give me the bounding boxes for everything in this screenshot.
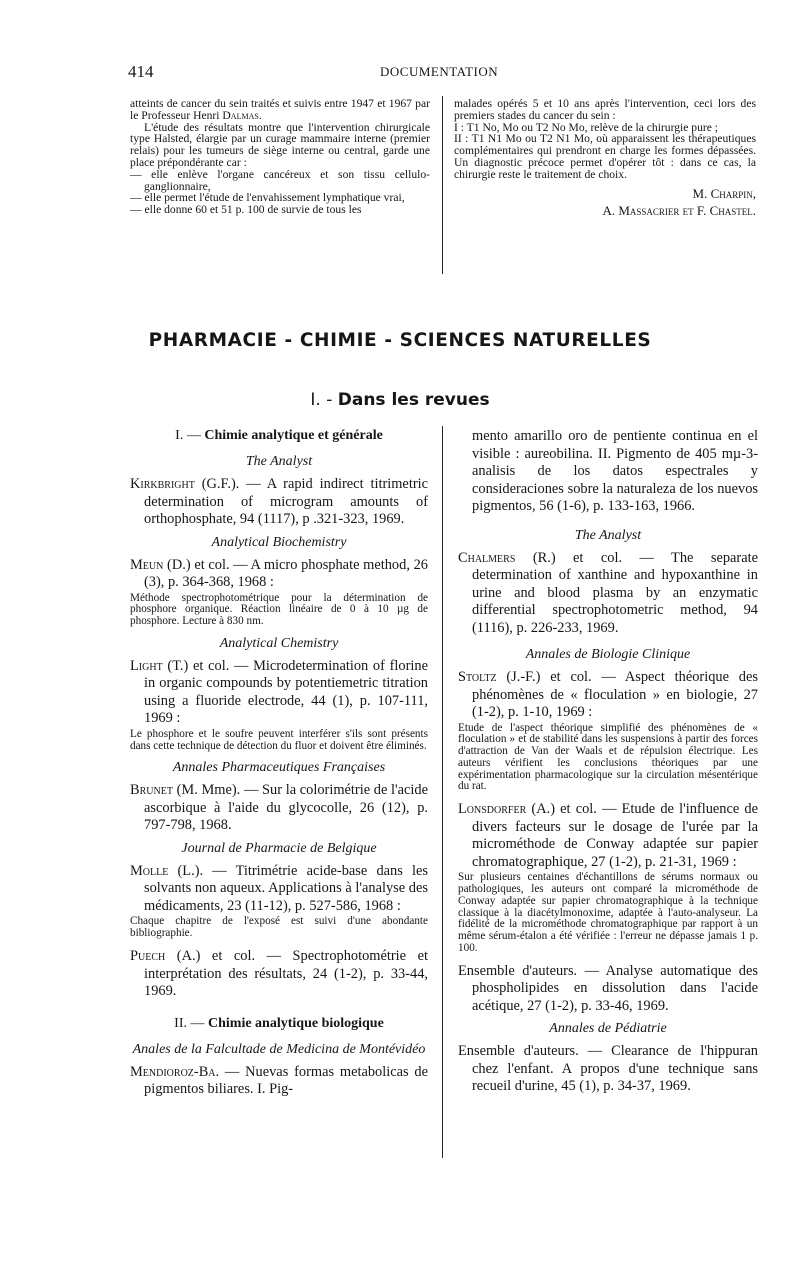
- reference-author: Mendioroz-Ba: [130, 1063, 216, 1080]
- list-item: — elle enlève l'organe cancéreux et son tissu cellulo-ganglionnaire,: [130, 167, 430, 193]
- category-heading: [130, 428, 428, 444]
- left-column: [130, 428, 428, 1100]
- reference-author: Molle: [130, 862, 169, 879]
- reference-author: Light: [130, 657, 163, 674]
- category-title: Chimie analytique biologique: [208, 1015, 384, 1031]
- reference-entry: [130, 863, 428, 916]
- punctuation: .: [258, 108, 262, 122]
- top-right-p2: I : T1 No, Mo ou T2 No Mo, relève de la chirurgie pure ;: [454, 120, 719, 134]
- column-divider-top: [442, 96, 443, 274]
- reference-entry: [130, 1064, 428, 1099]
- journal-title: Analytical Chemistry: [219, 635, 339, 651]
- reference-entry: Ensemble d'auteurs. — Clearance de l'hippuran chez l'enfant. A propos d'une technique sans recueil d'urine, 45 (1), p. 34-37, 1969.: [458, 1043, 758, 1095]
- reference-entry: [130, 948, 428, 1001]
- top-left-paragraph: [130, 98, 430, 122]
- reference-entry: [458, 550, 758, 638]
- abstract: Méthode spectrophotométrique pour la détermination de phosphore organique. Réaction linéaire de 0 à 10 µg de phosphore. Lecture à 830 nm.: [130, 591, 428, 628]
- category-number: I. —: [175, 428, 201, 443]
- top-left-p2: L'étude des résultats montre que l'intervention chirurgicale type Halsted, élargie par un curage mammaire interne (premier relais) pour les tumeurs de siège interne ou central, garde une place prépondérante car :: [130, 120, 430, 169]
- reference-text: (D.) et col. — A micro phosphate method, 26 (3), p. 364-368, 1968 :: [144, 556, 428, 590]
- abstract: Etude de l'aspect théorique simplifié des phénomènes de « floculation » et de stabilité dans les suspensions à partir des forces d'attraction de Van der Waals et de répulsion électrique. Les auteurs vérifient les conclusions théoriques par une expérimentation pharmacologique sur la circulation mésentérique du rat.: [458, 721, 758, 793]
- reference-text: (T.) et col. — Microdetermination of florine in organic compounds by potentiemetric titration using a fluoride electrode, 44 (1), p. 107-111, 1969 :: [144, 657, 428, 727]
- journal-title: Annales de Pédiatrie: [549, 1021, 667, 1037]
- top-right-p3: II : T1 N1 Mo ou T2 N1 Mo, où apparaissent les thérapeutiques complémentaires qui prendront en charge les formes dépassées. Un diagnostic précoce permet d'opérer tôt : dans ce cas, la chirurgie reste le traitement de choix.: [454, 132, 756, 181]
- reference-text: (G.F.). — A rapid indirect titrimetric determination of microgram amounts of orthophosphate, 94 (1117), p .321-323, 1969.: [144, 476, 428, 527]
- reference-author: Kirkbright: [130, 476, 195, 492]
- journal-title: Anales de la Falcultade de Medicina de Montévidéo: [132, 1041, 426, 1057]
- reference-author: Puech: [130, 948, 166, 965]
- page-number: 414: [128, 62, 154, 81]
- reference-text: (L.). — Titrimétrie acide-base dans les solvants non aqueux. Applications à l'analyse des médicaments, 23 (11-12), p. 527-586, 1968 :: [144, 862, 428, 914]
- reference-entry: [458, 801, 758, 871]
- reference-entry: [130, 557, 428, 592]
- reference-text: (A.) et col. — Etude de l'influence de divers facteurs sur le dosage de l'urée par la microméthode de Conway adaptée sur papier chromatographique, 27 (1-2), p. 21-31, 1969 :: [472, 801, 758, 870]
- reference-author: Meun: [130, 556, 164, 573]
- list-item: — elle permet l'étude de l'envahissement lymphatique vrai,: [130, 191, 405, 205]
- reference-entry: [130, 476, 428, 529]
- abstract: Sur plusieurs centaines d'échantillons de sérums normaux ou pathologiques, les auteurs ont comparé la microméthode de Conway adaptée sur papier chromatographique à la technique classique à la diacétylmonoxime, adaptée à l'auto-analyseur. La fidélité de la microméthode chromatographique par rapport à un même sérum-étalon a été vérifiée : l'erreur ne dépasse jamais 1 p. 100.: [458, 871, 758, 955]
- journal-title: Annales de Biologie Clinique: [525, 647, 691, 662]
- abstract: Chaque chapitre de l'exposé est suivi d'une abondante bibliographie.: [130, 915, 428, 940]
- category-number: II. —: [174, 1015, 205, 1031]
- reference-text: (J.-F.) et col. — Aspect théorique des phénomènes de « floculation » en biologie, 27 (1-2), p. 1-10, 1969 :: [472, 669, 758, 720]
- journal-title: Analytical Biochemistry: [211, 534, 347, 550]
- subsection-title: [0, 390, 800, 410]
- reference-text: . — Nuevas formas metabolicas de pigmentos biliares. I. Pig-: [144, 1063, 428, 1098]
- category-heading: [130, 1016, 428, 1032]
- reference-text: (M. Mme). — Sur la colorimétrie de l'acide ascorbique à l'aide du glycocolle, 26 (12), p. 797-798, 1968.: [144, 782, 428, 834]
- reference-continuation: mento amarillo oro de pentiente continua en el visible : aureobilina. II. Pigmento de 405 mµ-3-analisis de los datos espectrales y consideraciones sobre la naturaleza de los nuevos pigmentos, 56 (1-6), p. 133-163, 1966.: [472, 428, 758, 514]
- category-title: Chimie analytique et générale: [204, 428, 383, 443]
- reference-entry: [130, 782, 428, 835]
- reference-author: Lonsdorfer: [458, 801, 527, 818]
- reference-author: Stoltz: [458, 669, 497, 685]
- list-item: — elle donne 60 et 51 p. 100 de survie de tous les: [130, 203, 362, 217]
- top-left-p1: atteints de cancer du sein traités et suivis entre 1947 et 1967 par le Professeur Henri: [130, 97, 430, 122]
- abstract: Le phosphore et le soufre peuvent interférer s'ils sont présents dans cette technique de détection du fluor et doivent être éliminés.: [130, 727, 428, 752]
- signature-2: A. Massacrier et F. Chastel.: [602, 202, 756, 218]
- reference-author: Brunet: [130, 782, 173, 799]
- top-left-column: [130, 98, 430, 216]
- journal-title: The Analyst: [245, 454, 313, 469]
- section-title: PHARMACIE - CHIMIE - SCIENCES NATURELLES: [148, 330, 652, 351]
- journal-title: Annales Pharmaceutiques Françaises: [172, 760, 386, 776]
- author-name: Dalmas: [222, 108, 259, 122]
- running-head: DOCUMENTATION: [380, 64, 499, 79]
- top-right-p1: malades opérés 5 et 10 ans après l'intervention, ceci lors des premiers stades du cancer du sein :: [454, 97, 756, 122]
- subsection-number: I. -: [310, 390, 333, 410]
- reference-entry: [458, 669, 758, 722]
- reference-entry: Ensemble d'auteurs. — Analyse automatique des phospholipides en dissolution dans l'acide acétique, 27 (1-2), p. 33-46, 1969.: [458, 962, 758, 1014]
- reference-text: (A.) et col. — Spectrophotométrie et interprétation des résultats, 24 (1-2), p. 33-44, 1969.: [144, 948, 428, 1000]
- reference-author: Chalmers: [458, 549, 516, 566]
- top-right-column: [454, 98, 756, 219]
- journal-title: The Analyst: [574, 527, 642, 543]
- reference-entry: [130, 658, 428, 728]
- signature-1: M. Charpin,: [692, 185, 756, 201]
- journal-title: Journal de Pharmacie de Belgique: [181, 840, 377, 856]
- column-divider-main: [442, 426, 443, 1158]
- reference-text: (R.) et col. — The separate determination of xanthine and hypoxanthine in urine and blood plasma by an enzymatic differential spectrophotometric method, 94 (1116), p. 226-233, 1969.: [472, 549, 758, 636]
- subsection-label: Dans les revues: [337, 390, 490, 410]
- right-column: [458, 428, 758, 1097]
